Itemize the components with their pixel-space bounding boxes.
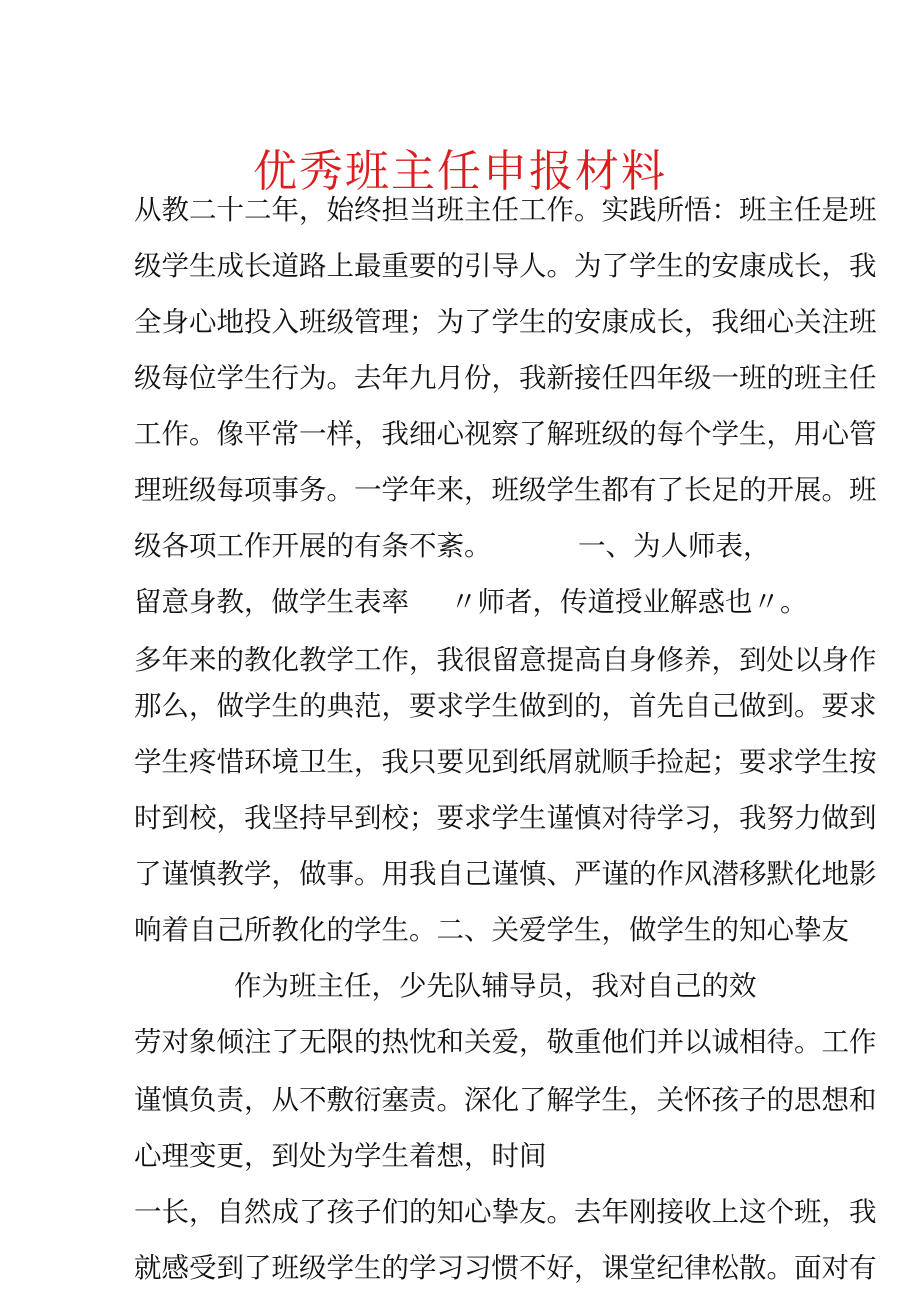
paragraph-line: 全身心地投入班级管理；为了学生的安康成长，我细心关注班 xyxy=(134,306,877,338)
paragraph-line: 响着自己所教化的学生。二、关爱学生，做学生的知心挚友 xyxy=(134,914,849,946)
paragraph-line: 理班级每项事务。一学年来，班级学生都有了长足的开展。班 xyxy=(134,474,877,506)
document-title: 优秀班主任申报材料 xyxy=(253,146,667,197)
section-heading-1: 一、为人师表， xyxy=(578,530,771,562)
paragraph-line: 了谨慎教学，做事。用我自己谨慎、严谨的作风潜移默化地影 xyxy=(134,858,877,890)
paragraph-line: 时到校，我坚持早到校；要求学生谨慎对待学习，我努力做到 xyxy=(134,802,877,834)
paragraph-line: 那么，做学生的典范，要求学生做到的，首先自己做到。要求 xyxy=(134,690,877,722)
paragraph-line: 心理变更，到处为学生着想，时间 xyxy=(134,1140,547,1172)
quote-line: 〃师者，传道授业解惑也〃。 xyxy=(450,586,808,618)
paragraph-line: 劳对象倾注了无限的热忱和关爱，敬重他们并以诚相待。工作 xyxy=(134,1026,877,1058)
paragraph-line: 谨慎负责，从不敷衍塞责。深化了解学生，关怀孩子的思想和 xyxy=(134,1084,877,1116)
paragraph-line: 工作。像平常一样，我细心视察了解班级的每个学生，用心管 xyxy=(134,418,877,450)
section-subheading-1: 留意身教，做学生表率 xyxy=(134,586,409,618)
paragraph-line: 级每位学生行为。去年九月份，我新接任四年级一班的班主任 xyxy=(134,362,877,394)
paragraph-line: 从教二十二年，始终担当班主任工作。实践所悟：班主任是班 xyxy=(134,194,877,226)
paragraph-line: 作为班主任，少先队辅导员，我对自己的效 xyxy=(234,970,757,1002)
paragraph-line: 一长，自然成了孩子们的知心挚友。去年刚接收上这个班，我 xyxy=(134,1196,877,1228)
paragraph-line: 多年来的教化教学工作，我很留意提高自身修养，到处以身作 xyxy=(134,644,877,676)
paragraph-line: 级各项工作开展的有条不紊。 xyxy=(134,530,492,562)
paragraph-line: 级学生成长道路上最重要的引导人。为了学生的安康成长，我 xyxy=(134,250,877,282)
paragraph-line: 就感受到了班级学生的学习习惯不好，课堂纪律松散。面对有 xyxy=(134,1252,877,1284)
paragraph-line: 学生疼惜环境卫生，我只要见到纸屑就顺手捡起；要求学生按 xyxy=(134,746,877,778)
